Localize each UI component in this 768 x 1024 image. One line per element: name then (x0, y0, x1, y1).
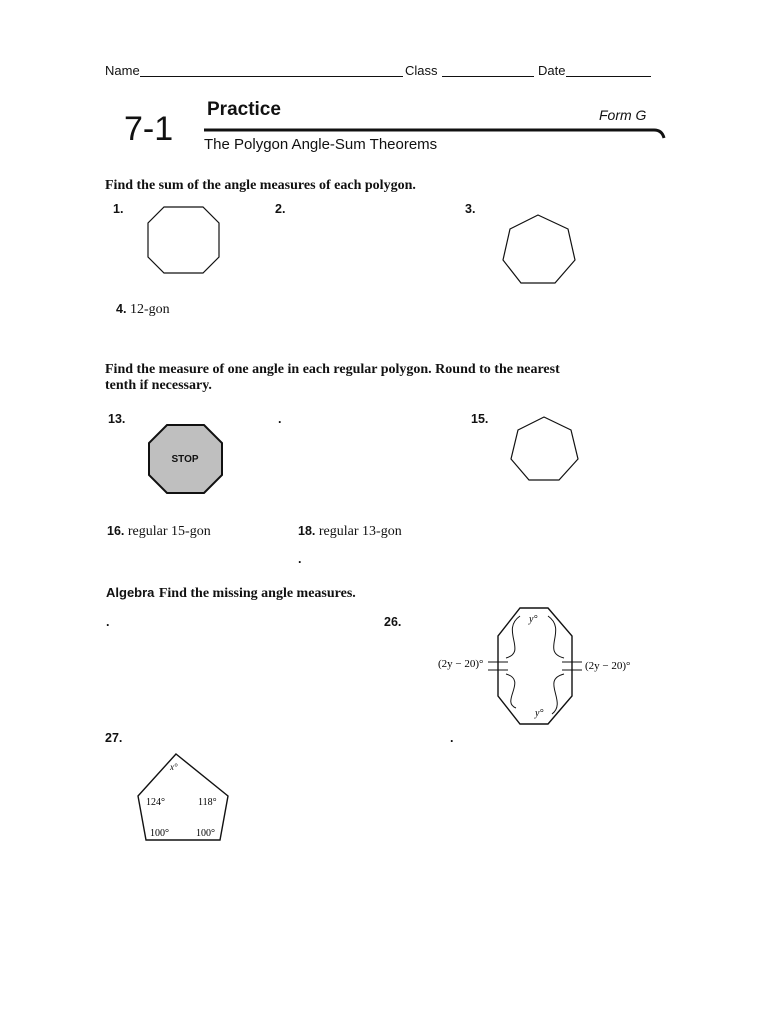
stop-sign-figure (146, 422, 226, 496)
section2-instruction: Find the measure of one angle in each regular polygon. Round to the nearest tenth if necessary. (105, 362, 560, 393)
problem-13-number: 13. (108, 412, 126, 426)
form-label: Form G (599, 107, 647, 123)
hexagon-right-label: (2y − 20)° (585, 660, 631, 672)
pentagon-figure (134, 750, 234, 844)
problem-28-number: . (450, 731, 454, 745)
problem-25-number: . (106, 615, 110, 629)
problem-26-number: 26. (384, 615, 402, 629)
problem-1-number: 1. (113, 202, 124, 216)
heptagon-figure (500, 212, 580, 286)
octagon-figure (146, 204, 222, 276)
hexagon-left-label: (2y − 20)° (438, 658, 484, 670)
problem-4-text: 12-gon (129, 302, 170, 317)
problem-2-number: 2. (275, 202, 286, 216)
pentagon-mid-left-label: 124° (146, 797, 165, 808)
pentagon-top-label: x° (170, 762, 178, 772)
name-label: Name (105, 63, 140, 78)
problem-19-number: . (298, 552, 302, 566)
problem-14-number: . (278, 412, 282, 426)
regular-heptagon-figure (508, 414, 582, 484)
lesson-number: 7-1 (124, 110, 174, 148)
problem-18 (298, 524, 402, 540)
practice-title: Practice (207, 99, 281, 120)
section3-heading (106, 584, 356, 602)
algebra-label: Algebra (106, 585, 155, 600)
problem-3-number: 3. (465, 202, 476, 216)
pentagon-bottom-right-label: 100° (196, 828, 215, 839)
date-label: Date (538, 63, 566, 78)
class-blank[interactable] (442, 76, 534, 77)
class-label: Class (405, 63, 438, 78)
problem-15-number: 15. (471, 412, 489, 426)
subtitle: The Polygon Angle-Sum Theorems (204, 136, 438, 153)
hexagon-top-label: y° (529, 614, 538, 625)
hexagon-bottom-label: y° (535, 708, 544, 719)
problem-18-number: 18. (298, 524, 316, 538)
name-blank[interactable] (140, 76, 403, 77)
problem-4-number: 4. (116, 302, 127, 316)
stop-sign-text: STOP (171, 454, 199, 465)
hexagon-figure (432, 604, 642, 728)
problem-16-number: 16. (107, 524, 125, 538)
problem-27-number: 27. (105, 731, 123, 745)
section3-instruction: Find the missing angle measures. (158, 586, 356, 601)
pentagon-bottom-left-label: 100° (150, 828, 169, 839)
problem-16 (107, 524, 211, 540)
section1-instruction: Find the sum of the angle measures of each polygon. (105, 178, 416, 193)
date-blank[interactable] (566, 76, 651, 77)
problem-4 (116, 302, 170, 318)
problem-16-text: regular 15-gon (127, 524, 211, 539)
pentagon-mid-right-label: 118° (198, 797, 217, 808)
problem-18-text: regular 13-gon (318, 524, 402, 539)
